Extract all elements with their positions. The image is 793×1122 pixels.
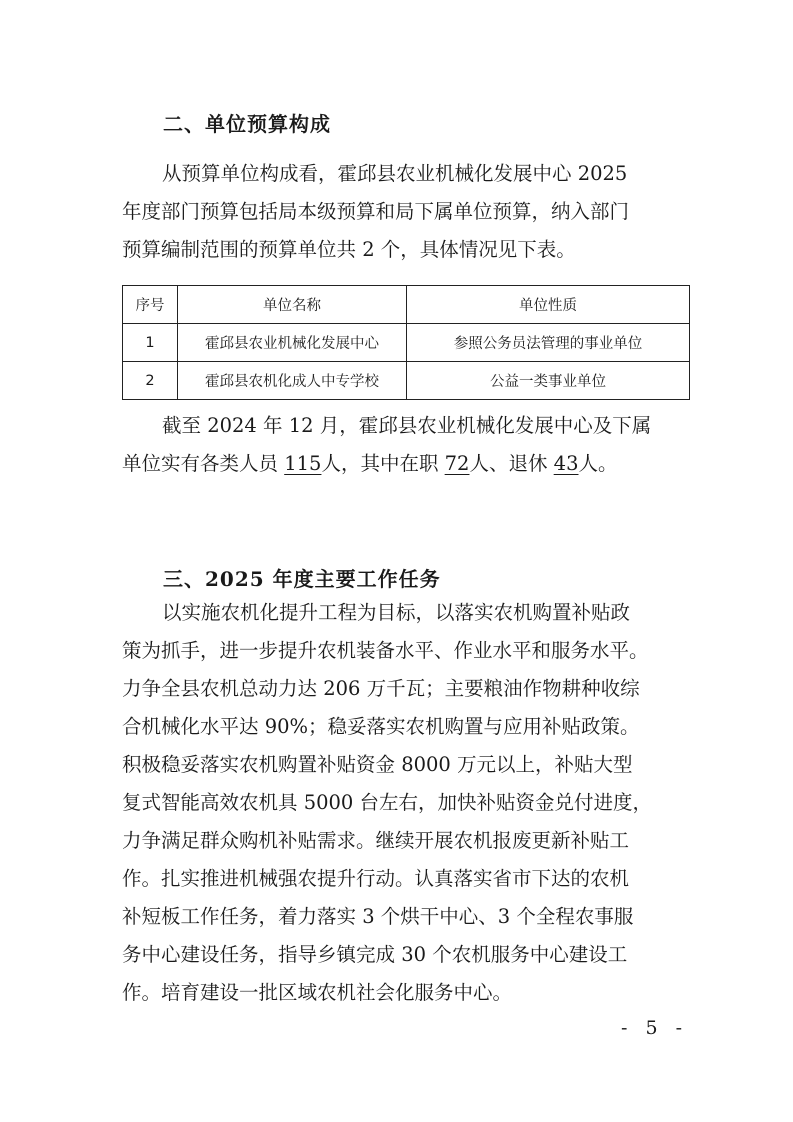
column-header-index: 序号	[123, 286, 178, 324]
column-header-unit-type: 单位性质	[407, 286, 690, 324]
paragraph-line: 以实施农机化提升工程为目标，以落实农机购置补贴政	[162, 601, 631, 624]
section-2-paragraph	[122, 155, 682, 269]
retired-staff-count: 43	[553, 452, 579, 475]
section-3-heading: 三、2025 年度主要工作任务	[163, 567, 441, 591]
staff-count-line	[122, 445, 682, 483]
column-header-unit-name: 单位名称	[178, 286, 407, 324]
total-staff-count: 115	[284, 452, 322, 475]
paragraph-line: 力争满足群众购机补贴需求。继续开展农机报废更新补贴工	[122, 829, 630, 852]
table-row	[123, 362, 690, 400]
paragraph-line: 复式智能高效农机具 5000 台左右，加快补贴资金兑付进度，	[122, 791, 653, 814]
table-row	[123, 324, 690, 362]
table-cell: 1	[123, 324, 178, 362]
paragraph-line: 补短板工作任务，着力落实 3 个烘干中心、3 个全程农事服	[122, 905, 634, 928]
paragraph-line: 策为抓手，进一步提升农机装备水平、作业水平和服务水平。	[122, 639, 649, 662]
staff-text: 人、退休	[469, 452, 554, 475]
section-3-paragraph	[122, 594, 682, 1012]
paragraph-line: 作。培育建设一批区域农机社会化服务中心。	[122, 981, 513, 1004]
paragraph-line: 年度部门预算包括局本级预算和局下属单位预算，纳入部门	[122, 200, 630, 223]
table-cell: 霍邱县农机化成人中专学校	[178, 362, 407, 400]
staff-text: 单位实有各类人员	[122, 452, 285, 475]
staff-text: 人，其中在职	[321, 452, 445, 475]
page-number: - 5 -	[621, 1017, 689, 1039]
table-cell: 参照公务员法管理的事业单位	[407, 324, 690, 362]
table-cell: 公益一类事业单位	[407, 362, 690, 400]
paragraph-line: 力争全县农机总动力达 206 万千瓦；主要粮油作物耕种收综	[122, 677, 640, 700]
table-cell: 2	[123, 362, 178, 400]
paragraph-line: 作。扎实推进机械强农提升行动。认真落实省市下达的农机	[122, 867, 630, 890]
paragraph-line: 截至 2024 年 12 月，霍邱县农业机械化发展中心及下属	[162, 414, 652, 437]
budget-units-table	[122, 285, 690, 400]
table-header-row	[123, 286, 690, 324]
paragraph-line: 积极稳妥落实农机购置补贴资金 8000 万元以上，补贴大型	[122, 753, 633, 776]
active-staff-count: 72	[444, 452, 470, 475]
paragraph-line: 合机械化水平达 90%；稳妥落实农机购置与应用补贴政策。	[122, 715, 640, 738]
paragraph-line: 从预算单位构成看，霍邱县农业机械化发展中心 2025	[162, 162, 628, 185]
staff-text: 人。	[578, 452, 618, 475]
table-cell: 霍邱县农业机械化发展中心	[178, 324, 407, 362]
paragraph-line: 务中心建设任务，指导乡镇完成 30 个农机服务中心建设工	[122, 943, 628, 966]
section-2-heading: 二、单位预算构成	[163, 112, 331, 136]
paragraph-line: 预算编制范围的预算单位共 2 个，具体情况见下表。	[122, 238, 576, 261]
staff-paragraph	[122, 407, 682, 483]
